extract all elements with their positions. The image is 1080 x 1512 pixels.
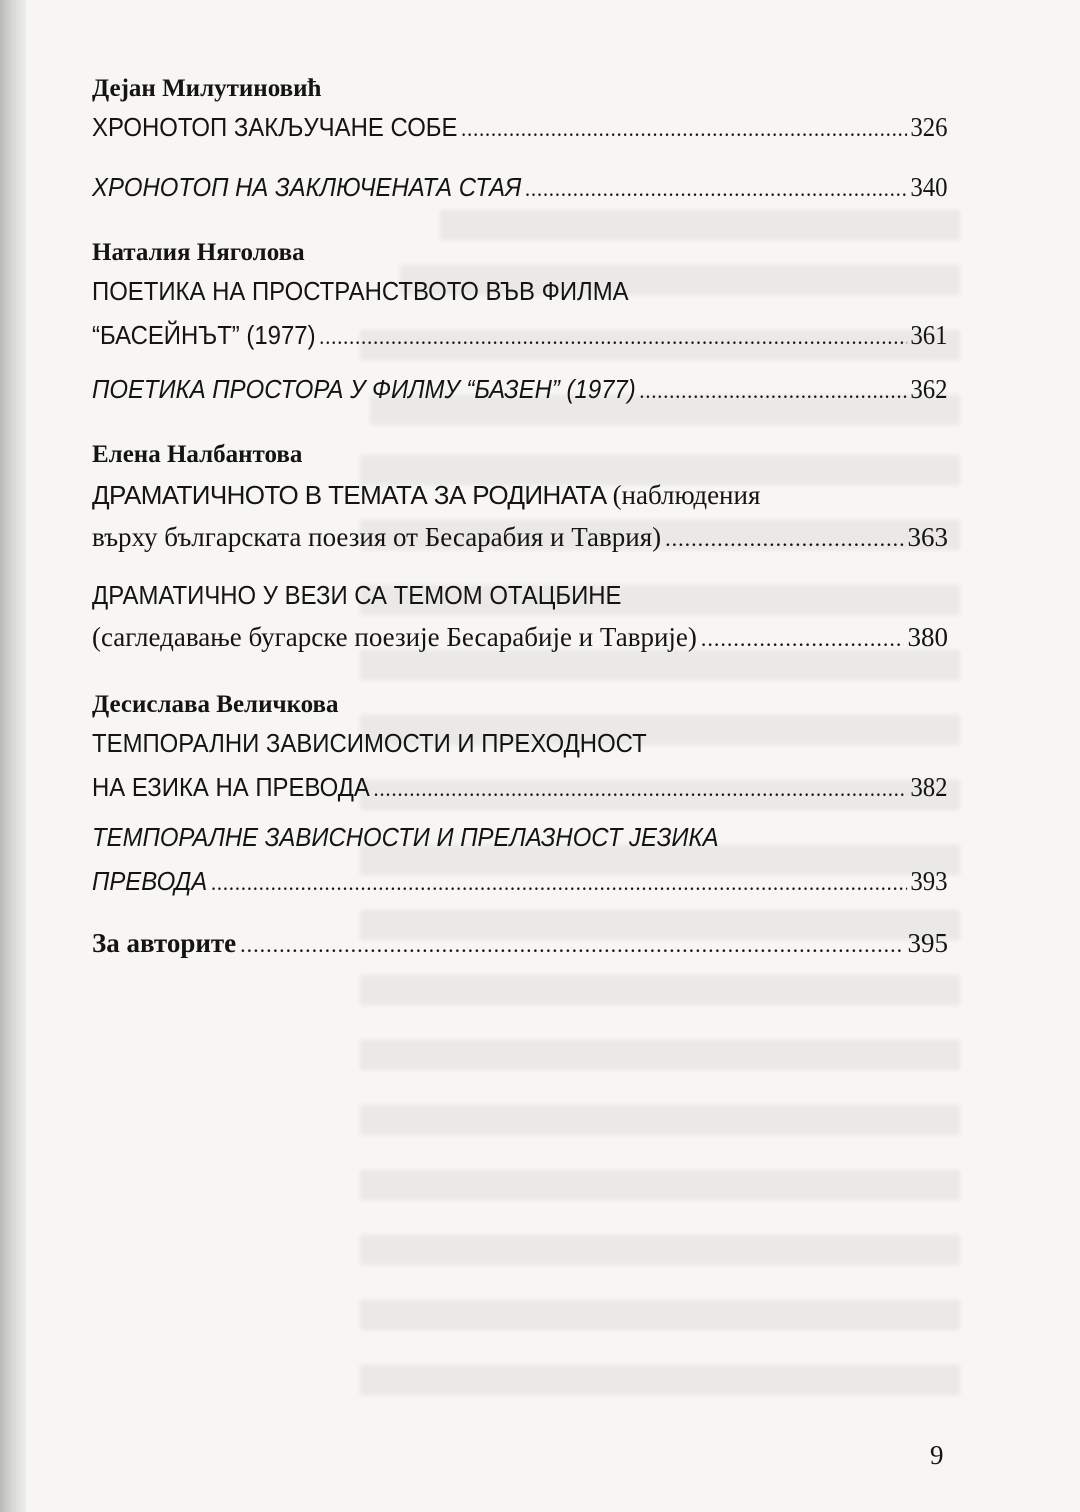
toc-entry [92, 520, 948, 556]
toc-line[interactable] [92, 110, 948, 146]
author-name: Елена Налбантова [92, 441, 303, 468]
toc-line[interactable] [92, 318, 948, 354]
article-title: ДРАМАТИЧНО У ВЕЗИ СА ТЕМОМ ОТАЦБИНЕ [92, 580, 622, 610]
toc-entry [92, 318, 948, 354]
article-title: ТЕМПОРАЛНИ ЗАВИСИМОСТИ И ПРЕХОДНОСТ [92, 728, 647, 758]
toc-line [92, 726, 880, 760]
article-title-cont: (сагледавање бугарске поезије Бесарабије и Таврије) [92, 622, 697, 652]
toc-line[interactable] [92, 770, 948, 806]
author-name: Дејан Милутиновић [92, 75, 322, 102]
article-title-cont: върху българската поезия от Бесарабия и Таврия) [92, 522, 662, 552]
toc-entry [92, 726, 948, 760]
dot-leader [701, 622, 904, 656]
toc-entry [92, 578, 948, 612]
folio-page-number: 9 [930, 1440, 944, 1470]
toc-line[interactable] [92, 372, 948, 408]
page-number: 382 [910, 772, 948, 802]
dot-leader [319, 320, 906, 354]
page-number: 395 [907, 928, 948, 958]
article-title: ПОЕТИКА НА ПРОСТРАНСТВОТО ВЪВ ФИЛМА [92, 276, 629, 306]
article-title-cont: ПРЕВОДА [92, 866, 208, 896]
toc-entry [92, 238, 948, 268]
page-number: 393 [910, 866, 948, 896]
toc-entry [92, 110, 948, 146]
author-name: Десислава Величкова [92, 691, 339, 718]
toc-entry-authors [92, 926, 948, 962]
dot-leader [374, 772, 907, 806]
toc-line[interactable] [92, 520, 948, 556]
dot-leader [665, 522, 903, 556]
article-title: ХРОНОТОП НА ЗАКЛЮЧЕНАТА СТАЯ [92, 172, 522, 202]
toc-entry [92, 440, 948, 470]
article-title: ТЕМПОРАЛНЕ ЗАВИСНОСТИ И ПРЕЛАЗНОСТ ЈЕЗИКА [92, 822, 719, 852]
toc-line [92, 578, 880, 612]
dot-leader [525, 172, 907, 206]
article-title: ПОЕТИКА ПРОСТОРА У ФИЛМУ “БАЗЕН” (1977) [92, 374, 636, 404]
toc-line [92, 274, 880, 308]
toc-entry [92, 170, 948, 206]
section-title: За авторите [92, 928, 237, 958]
article-title-cont: “БАСЕЙНЪТ” (1977) [92, 320, 316, 350]
toc-line [92, 820, 880, 854]
page-number: 361 [910, 320, 948, 350]
toc-line [92, 478, 948, 512]
toc-entry [92, 478, 948, 512]
toc-entry [92, 690, 948, 720]
dot-leader [240, 928, 903, 962]
toc-line[interactable] [92, 864, 948, 900]
toc-entry [92, 274, 948, 308]
page-number: 326 [910, 112, 948, 142]
toc-entry [92, 372, 948, 408]
toc-entry [92, 820, 948, 854]
page-number: 380 [907, 622, 948, 652]
article-title: ДРАМАТИЧНОТО В ТЕМАТА ЗА РОДИНАТА [92, 480, 607, 510]
dot-leader [461, 112, 907, 146]
page-number: 362 [910, 374, 948, 404]
page-number: 340 [910, 172, 948, 202]
article-title: ХРОНОТОП ЗАКЉУЧАНЕ СОБЕ [92, 112, 458, 142]
book-spine-shadow [0, 0, 26, 1512]
page-number: 363 [907, 522, 948, 552]
toc-line[interactable] [92, 620, 948, 656]
article-title-cont: НА ЕЗИКА НА ПРЕВОДА [92, 772, 370, 802]
toc-line[interactable] [92, 170, 948, 206]
toc-entry [92, 864, 948, 900]
author-name: Наталия Няголова [92, 239, 305, 266]
toc-line[interactable] [92, 926, 948, 962]
toc-entry [92, 74, 948, 104]
toc-entry [92, 620, 948, 656]
article-title-suffix: (наблюдения [612, 480, 761, 510]
dot-leader [639, 374, 906, 408]
dot-leader [211, 866, 907, 900]
toc-entry [92, 770, 948, 806]
